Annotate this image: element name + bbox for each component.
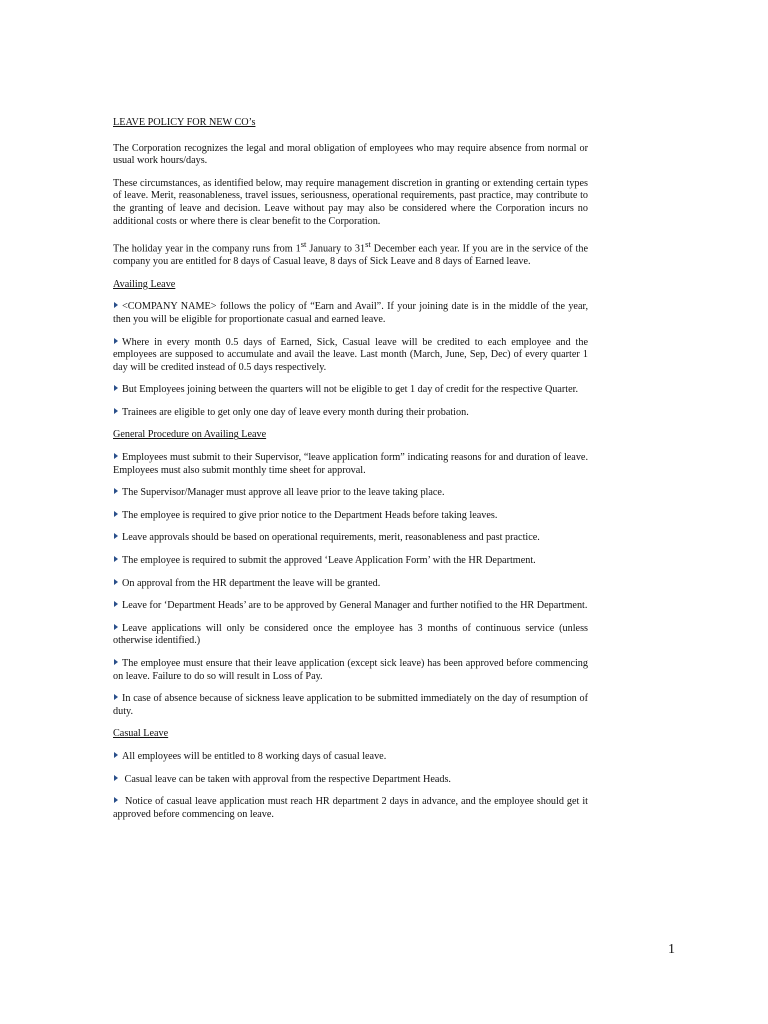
bullet-item xyxy=(113,578,588,591)
bullet-item xyxy=(113,693,588,718)
bullet-item xyxy=(113,751,588,764)
bullet-text: But Employees joining between the quarters will not be eligible to get 1 day of credit for the respective Quarter. xyxy=(122,384,579,396)
bullet-item xyxy=(113,487,588,500)
bullet-item xyxy=(113,407,588,420)
bullet-item xyxy=(113,600,588,613)
ordinal-suffix: st xyxy=(365,239,371,250)
triangle-bullet-icon xyxy=(114,533,118,539)
triangle-bullet-icon xyxy=(114,659,118,665)
bullet-item xyxy=(113,796,588,821)
bullet-text: Casual leave can be taken with approval from the respective Department Heads. xyxy=(122,773,451,785)
triangle-bullet-icon xyxy=(114,752,118,758)
triangle-bullet-icon xyxy=(114,694,118,700)
section-heading-general-procedure: General Procedure on Availing Leave xyxy=(113,429,267,441)
triangle-bullet-icon xyxy=(114,556,118,562)
bullet-item xyxy=(113,510,588,523)
bullet-text: On approval from the HR department the leave will be granted. xyxy=(122,577,381,589)
bullet-text: The employee must ensure that their leave application (except sick leave) has been approved before commencing on leave. Failure to do so will result in Loss of Pay. xyxy=(113,658,588,682)
section-heading-availing-leave: Availing Leave xyxy=(113,278,176,290)
bullet-item xyxy=(113,658,588,683)
triangle-bullet-icon xyxy=(114,579,118,585)
bullet-text: The employee is required to submit the approved ‘Leave Application Form’ with the HR Department. xyxy=(122,555,536,567)
bullet-text: All employees will be entitled to 8 working days of casual leave. xyxy=(122,750,387,762)
bullet-item xyxy=(113,774,588,787)
bullet-text: The Supervisor/Manager must approve all leave prior to the leave taking place. xyxy=(122,487,445,499)
bullet-item xyxy=(113,301,588,326)
triangle-bullet-icon xyxy=(114,338,118,344)
bullet-text: The employee is required to give prior notice to the Department Heads before taking leaves. xyxy=(122,509,498,521)
holiday-text: The holiday year in the company runs from 1 xyxy=(113,243,301,255)
document-body xyxy=(113,117,588,831)
holiday-text: January to 31 xyxy=(306,243,366,255)
triangle-bullet-icon xyxy=(114,601,118,607)
triangle-bullet-icon xyxy=(114,302,118,308)
bullet-text: Trainees are eligible to get only one day of leave every month during their probation. xyxy=(122,406,469,418)
bullet-text: Leave approvals should be based on operational requirements, merit, reasonableness and past practice. xyxy=(122,532,540,544)
intro-paragraph: These circumstances, as identified below, may require management discretion in granting or extending certain types of leave. Merit, reasonableness, travel issues, seriousness, operational requirements, past practice, may contribute to the granting of leave and decision. Leave without pay may also be considered where the Corporation incurs no additional costs or where there is clear benefit to the Corporation. xyxy=(113,177,588,227)
bullet-text: Notice of casual leave application must reach HR department 2 days in advance, and the employee should get it approved before commencing on leave. xyxy=(113,796,588,820)
triangle-bullet-icon xyxy=(114,797,118,803)
bullet-item xyxy=(113,555,588,568)
bullet-text: Leave applications will only be considered once the employee has 3 months of continuous service (unless otherwise identified.) xyxy=(113,622,588,647)
triangle-bullet-icon xyxy=(114,775,118,781)
bullet-text: Leave for ‘Department Heads’ are to be approved by General Manager and further notified to the HR Department. xyxy=(122,600,588,612)
holiday-year-paragraph xyxy=(113,238,588,269)
intro-paragraph: The Corporation recognizes the legal and moral obligation of employees who may require absence from normal or usual work hours/days. xyxy=(113,142,588,167)
bullet-text: <COMPANY NAME> follows the policy of “Earn and Avail”. If your joining date is in the middle of the year, then you will be eligible for proportionate casual and earned leave. xyxy=(113,301,588,325)
bullet-text: Where in every month 0.5 days of Earned, Sick, Casual leave will be credited to each employee and the employees are supposed to accumulate and avail the leave. Last month (March, June, Sep, Dec) of every quarter 1 day will be credited instead of 0.5 days respectively. xyxy=(113,336,588,373)
bullet-text: Employees must submit to their Supervisor, “leave application form” indicating reasons for and duration of leave. Employees must also submit monthly time sheet for approval. xyxy=(113,452,588,476)
bullet-item xyxy=(113,384,588,397)
document-title: LEAVE POLICY FOR NEW CO’s xyxy=(113,117,256,128)
ordinal-suffix: st xyxy=(300,239,307,250)
bullet-item xyxy=(113,623,588,648)
section-heading-casual-leave: Casual Leave xyxy=(113,728,169,740)
triangle-bullet-icon xyxy=(114,488,118,494)
page-number: 1 xyxy=(668,942,675,957)
triangle-bullet-icon xyxy=(114,624,118,630)
bullet-item xyxy=(113,337,588,375)
triangle-bullet-icon xyxy=(114,453,118,459)
triangle-bullet-icon xyxy=(114,408,118,414)
triangle-bullet-icon xyxy=(114,385,118,391)
holiday-text: December each year. If you are in the service of the company you are entitled for 8 days of Casual leave, 8 days of Sick Leave and 8 days of Earned leave. xyxy=(113,243,588,268)
bullet-text: In case of absence because of sickness leave application to be submitted immediately on the day of resumption of duty. xyxy=(113,693,588,717)
bullet-item xyxy=(113,532,588,545)
bullet-item xyxy=(113,452,588,477)
triangle-bullet-icon xyxy=(114,511,118,517)
